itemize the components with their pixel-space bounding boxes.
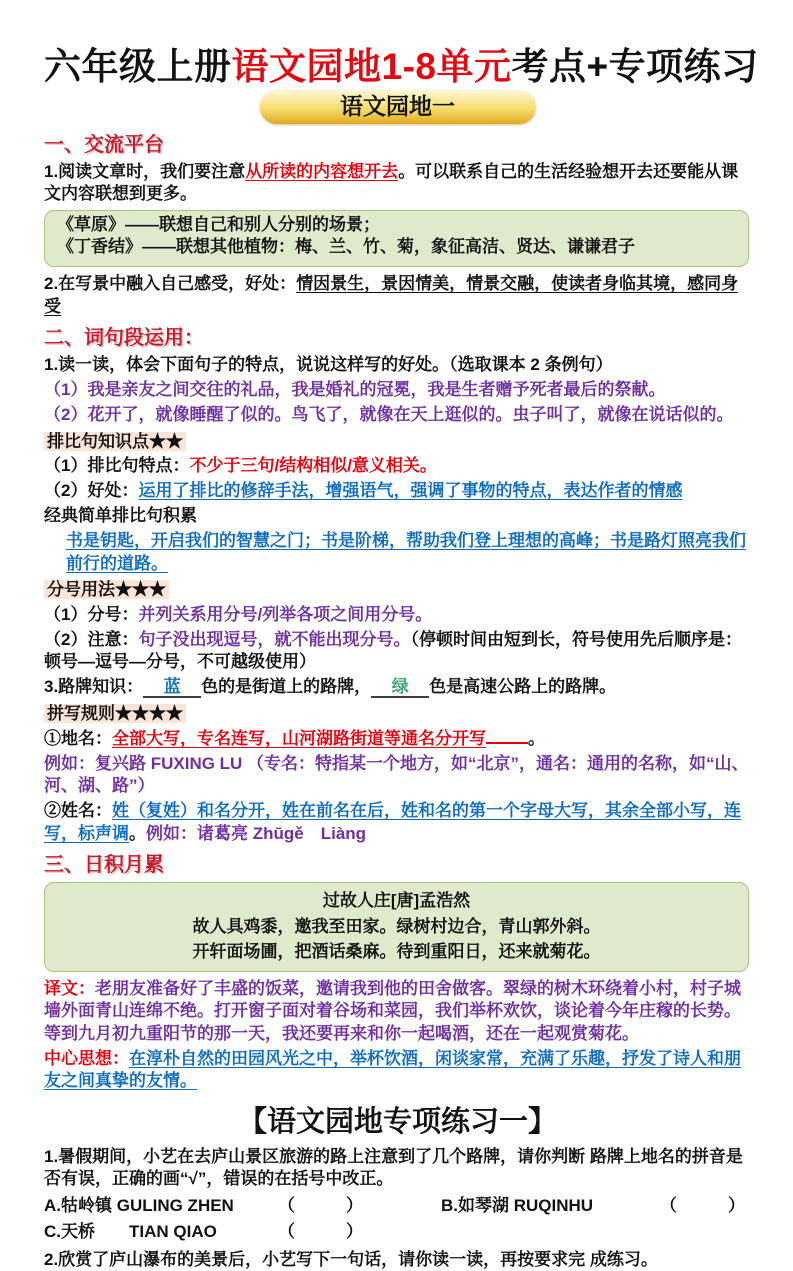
kp-pinxie-item1-pre: ①地名： [44, 728, 112, 748]
s1-p2-pre: 2.在写景中融入自己感受，好处： [44, 274, 297, 294]
kp-pinxie-item2-pre: ②姓名： [44, 801, 112, 821]
kp-accum-text [44, 530, 751, 575]
kp-fenhao-item2-pre: （2）注意： [44, 630, 139, 649]
kp-paibiju-item2 [44, 480, 751, 502]
section-heading-usage: 二、词句段运用： [44, 327, 204, 350]
s2-q3-blank-2 [371, 678, 429, 698]
kp-paibiju-item1 [44, 455, 751, 477]
s1-p1-post: 。可以联系自己的生活经验想开去还要能从课文内容联想到更多。 [44, 161, 739, 204]
example-dingxiangjie: 《丁香结》——联想其他植物：梅、兰、竹、菊，象征高洁、贤达、谦谦君子 [57, 236, 635, 256]
kp-fenhao-item2-answer: 句子没出现逗号，就不能出现分号。 [138, 630, 411, 649]
s2-q3-mid: 色的是街道上的路牌， [201, 677, 372, 697]
kp-fenhao-item1 [44, 604, 751, 626]
option-a: A.牯岭镇 GULING ZHEN [44, 1195, 234, 1215]
kp-paibiju-label: 排比句知识点★★ [44, 432, 186, 451]
unit-badge: 语文园地一 [260, 90, 536, 123]
translation-text: 老朋友准备好了丰盛的饭菜，邀请我到他的田舍做客。翠绿的树木环绕着小村，村子城墙外面青山连绵不绝。打开窗子面对着谷场和菜园，我们举杯欢饮，谈论着今年庄稼的长势。等到九月初九重阳节的那一天，我还要再来和你一起喝酒，还在一起观赏菊花。 [44, 978, 741, 1043]
theme-text: 在淳朴自然的田园风光之中，举杯饮酒，闲谈家常，充满了乐趣，抒发了诗人和朋友之间真挚的友情。 [44, 1048, 741, 1091]
title-prefix: 六年级上册 [44, 46, 232, 87]
translation-label: 译文： [44, 978, 95, 998]
s1-paragraph-2 [44, 273, 751, 318]
kp-pinxie-label: 拼写规则★★★★ [44, 704, 186, 723]
poem-box [44, 882, 749, 972]
kp-accum-title: 经典简单排比句积累 [44, 506, 197, 526]
kp-fenhao-item2 [44, 629, 751, 674]
kp-pinxie-item1-blank [486, 742, 528, 744]
s2-example-2: （2）花开了，就像睡醒了似的。鸟飞了，就像在天上逛似的。虫子叫了，就像在说话似的。 [44, 405, 734, 425]
examples-box [44, 210, 749, 268]
page-title [44, 46, 759, 87]
kp-paibiju-item1-pre: （1）排比句特点： [44, 456, 190, 476]
poem-translation [44, 978, 751, 1045]
kp-pinxie-example-1: 例如：复兴路 FUXING LU （专名：特指某一个地方，如“北京”，通名：通用的名称，如“山、河、湖、路”） [44, 753, 749, 796]
poem-theme [44, 1048, 751, 1093]
kp-pinxie-title [44, 703, 751, 725]
option-a-paren: （ ） [278, 1195, 363, 1215]
section-heading-accumulation: 三、日积月累 [44, 853, 164, 876]
poem-line-1: 故人具鸡黍，邀我至田家。绿树村边合，青山郭外斜。 [192, 916, 601, 936]
s1-p1-pre: 1.阅读文章时，我们要注意 [44, 161, 246, 181]
kp-pinxie-item2-period: 。 [129, 823, 146, 843]
practice-question-1: 1.暑假期间，小艺在去庐山景区旅游的路上注意到了几个路牌，请你判断 路牌上地名的拼音是否有误，正确的画“√”，错误的在括号中改正。 [44, 1146, 743, 1189]
option-c: C.天桥 TIAN QIAO [44, 1222, 217, 1242]
title-suffix: 考点+专项练习 [511, 46, 759, 87]
s1-p2-answer: 情因景生，景因情美，情景交融，使读者身临其境，感同身受 [44, 274, 739, 316]
option-b: B.如琴湖 RUQINHU [441, 1195, 594, 1215]
example-caoyuan: 《草原》——联想自己和别人分别的场景； [57, 214, 380, 234]
kp-fenhao-item1-answer: 并列关系用分号/列举各项之间用分号。 [138, 605, 433, 625]
s2-q3-answer-green: 绿 [391, 677, 409, 697]
kp-pinxie-item2-answer: 姓（复姓）和名分开，姓在前名在后，姓和名的第一个字母大写，其余全部小写，连写，标声调 [44, 801, 741, 843]
practice-question-2: 2.欣赏了庐山瀑布的美景后，小艺写下一句话，请你读一读，再按要求完 成练习。 [44, 1249, 658, 1269]
s1-p1-answer: 从所读的内容想开去 [245, 161, 399, 181]
poem-title: 过故人庄[唐]孟浩然 [322, 891, 471, 911]
option-row-c [44, 1221, 751, 1243]
kp-pinxie-example-2: 例如：诸葛亮 Zhūgě Liàng [146, 823, 367, 843]
kp-paibiju-item2-answer: 运用了排比的修辞手法，增强语气，强调了事物的特点，表达作者的情感 [138, 481, 683, 501]
kp-paibiju-title [44, 431, 751, 453]
practice-heading: 【语文园地专项练习一】 [237, 1105, 557, 1138]
kp-fenhao-title [44, 579, 751, 601]
s2-q3-pre: 3.路牌知识： [44, 677, 144, 697]
title-highlight: 语文园地1-8单元 [231, 46, 512, 87]
option-c-paren: （ ） [278, 1222, 363, 1242]
theme-label: 中心思想： [44, 1048, 129, 1068]
s1-paragraph-1 [44, 161, 751, 206]
kp-paibiju-item2-pre: （2）好处： [44, 481, 139, 501]
option-b-paren: （ ） [660, 1195, 745, 1215]
kp-fenhao-label: 分号用法★★★ [44, 580, 169, 599]
s2-example-1: （1）我是亲友之间交往的礼品，我是婚礼的冠冕，我是生者赠予死者最后的祭献。 [44, 380, 666, 400]
kp-fenhao-item2-note: （停顿时间由短到长，符号使用先后顺序是：顿号—逗号—分号，不可越级使用） [44, 630, 742, 672]
kp-paibiju-item1-answer: 不少于三句/结构相似/意义相关。 [189, 456, 437, 476]
kp-pinxie-item1 [44, 728, 751, 750]
option-row-ab [44, 1195, 751, 1217]
kp-pinxie-item1-period: 。 [528, 728, 545, 748]
kp-pinxie-item1-answer: 全部大写，专名连写，山河湖路街道等通名分开写 [112, 728, 486, 748]
kp-fenhao-item1-pre: （1）分号： [44, 605, 139, 625]
kp-pinxie-item2 [44, 800, 751, 845]
poem-line-2: 开轩面场圃，把酒话桑麻。待到重阳日，还来就菊花。 [192, 942, 601, 962]
kp-accum-sentence: 书是钥匙，开启我们的智慧之门；书是阶梯，帮助我们登上理想的高峰；书是路灯照亮我们前行的道路。 [66, 531, 746, 573]
s2-q3-blank-1 [143, 678, 201, 698]
s2-q3-answer-blue: 蓝 [163, 677, 181, 697]
section-heading-exchange: 一、交流平台 [44, 133, 164, 156]
s2-q3-post: 色是高速公路上的路牌。 [429, 677, 617, 697]
s2-question-1: 1.读一读，体会下面句子的特点，说说这样写的好处。（选取课本 2 条例句） [44, 355, 613, 375]
s2-question-3 [44, 676, 751, 698]
